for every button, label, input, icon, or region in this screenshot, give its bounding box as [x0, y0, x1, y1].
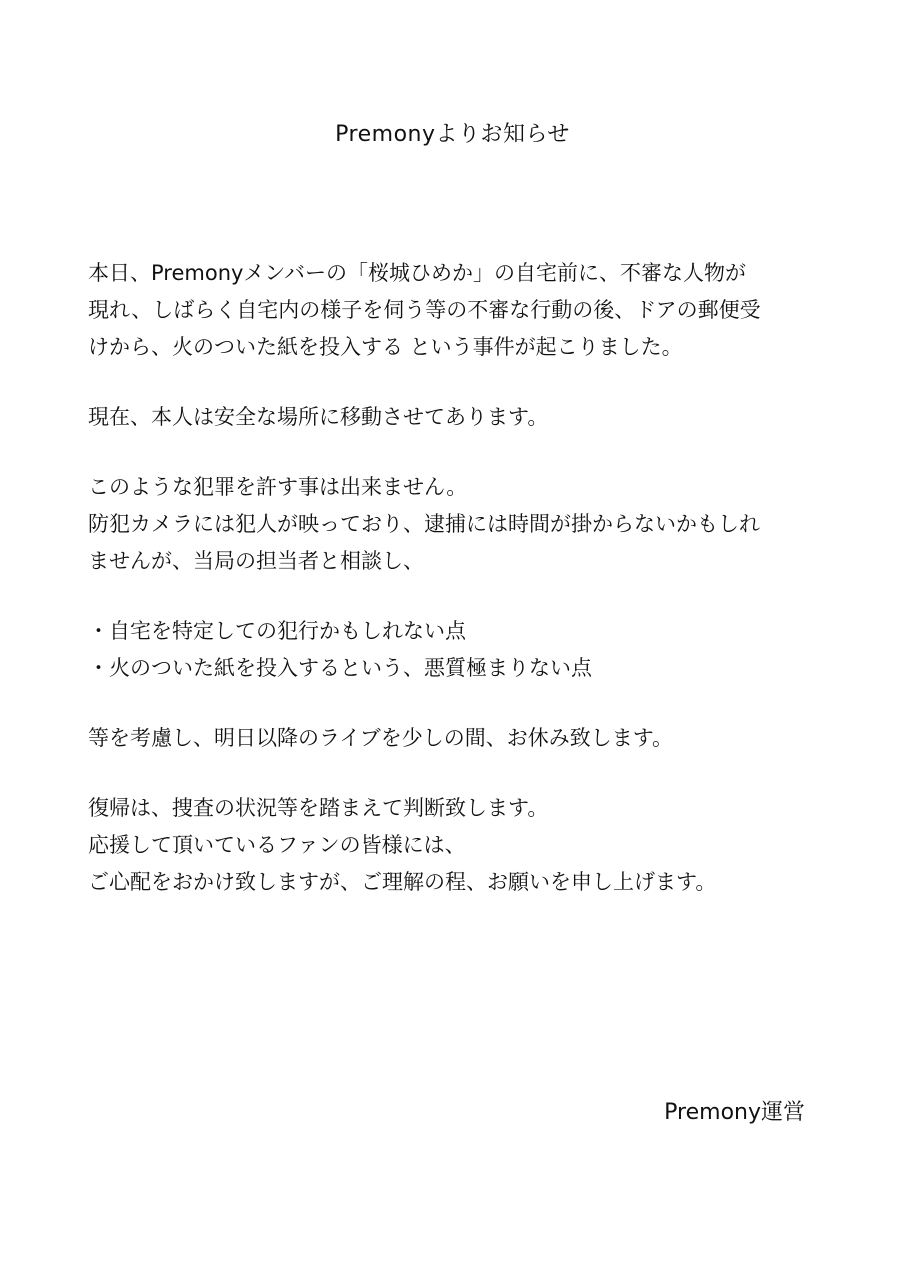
paragraph-considerations — [88, 613, 828, 687]
notice-body — [88, 255, 828, 901]
body-line: けから、火のついた紙を投入する という事件が起こりました。 — [88, 335, 683, 359]
body-line: ご心配をおかけ致しますが、ご理解の程、お願いを申し上げます。 — [88, 870, 717, 894]
paragraph-gap — [88, 687, 828, 720]
paragraph-return — [88, 790, 828, 901]
body-line: 本日、Premonyメンバーの「桜城ひめか」の自宅前に、不審な人物が — [88, 261, 746, 285]
body-line: 防犯カメラには犯人が映っており、逮捕には時間が掛からないかもしれ — [88, 512, 760, 536]
body-line: 復帰は、捜査の状況等を踏まえて判断致します。 — [88, 796, 549, 820]
paragraph-gap — [88, 757, 828, 790]
paragraph-safety — [88, 399, 828, 436]
paragraph-response — [88, 469, 828, 580]
notice-title: Premonyよりお知らせ — [335, 122, 570, 147]
body-line: 応援して頂いているファンの皆様には、 — [88, 833, 466, 857]
paragraph-gap — [88, 436, 828, 469]
bullet-item: ・火のついた紙を投入するという、悪質極まりない点 — [88, 656, 592, 680]
signature: Premony運営 — [664, 1100, 805, 1125]
body-line: 現在、本人は安全な場所に移動させてあります。 — [88, 405, 549, 429]
paragraph-gap — [88, 366, 828, 399]
bullet-item: ・自宅を特定しての犯行かもしれない点 — [88, 619, 466, 643]
body-line: ませんが、当局の担当者と相談し、 — [88, 549, 424, 573]
paragraph-suspension — [88, 720, 828, 757]
body-line: 現れ、しばらく自宅内の様子を伺う等の不審な行動の後、ドアの郵便受 — [88, 298, 761, 322]
paragraph-incident — [88, 255, 828, 366]
paragraph-gap — [88, 580, 828, 613]
body-line: このような犯罪を許す事は出来ません。 — [88, 475, 468, 499]
body-line: 等を考慮し、明日以降のライブを少しの間、お休み致します。 — [88, 726, 674, 750]
